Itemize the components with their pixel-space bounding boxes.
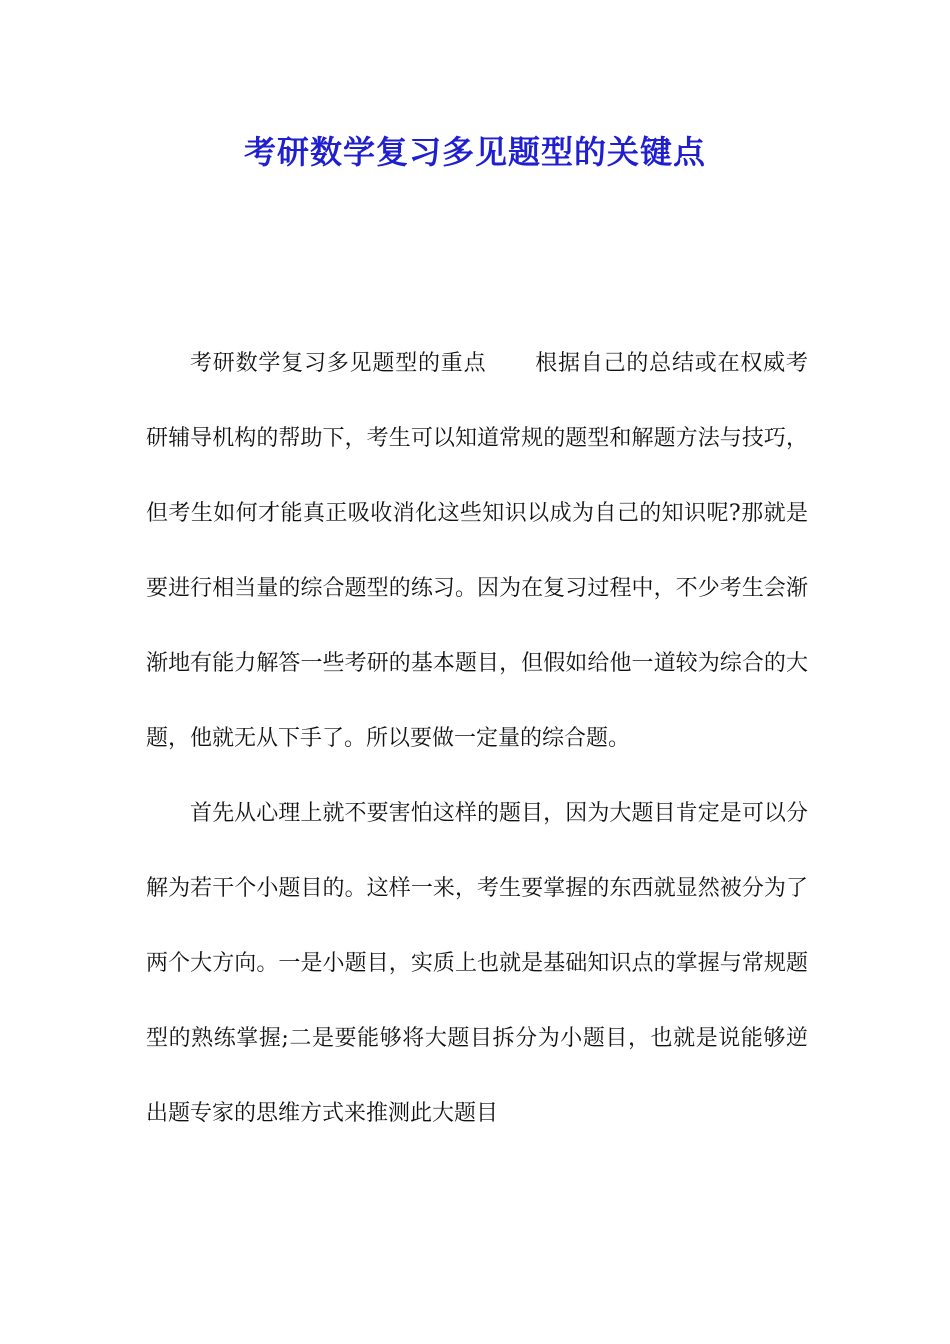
paragraph-1-text: 根据自己的总结或在权威考研辅导机构的帮助下，考生可以知道常规的题型和解题方法与技巧，但考生如何才能真正吸收消化这些知识以成为自己的知识呢?那就是要进行相当量的综合题型的练习。因为在复习过程中，不少考生会渐渐地有能力解答一些考研的基本题目，但假如给他一道较为综合的大题，他就无从下手了。所以要做一定量的综合题。 [146, 351, 808, 751]
paragraph-2: 首先从心理上就不要害怕这样的题目，因为大题目肯定是可以分解为若干个小题目的。这样一来，考生要掌握的东西就显然被分为了两个大方向。一是小题目，实质上也就是基础知识点的掌握与常规题型的熟练掌握;二是要能够将大题目拆分为小题目，也就是说能够逆出题专家的思维方式来推测此大题目 [146, 801, 808, 1126]
document-title: 考研数学复习多见题型的关键点 [243, 133, 706, 171]
paragraph-1 [146, 326, 808, 776]
paragraph-1-heading: 考研数学复习多见题型的重点 [190, 351, 487, 376]
document-body [146, 326, 808, 1151]
